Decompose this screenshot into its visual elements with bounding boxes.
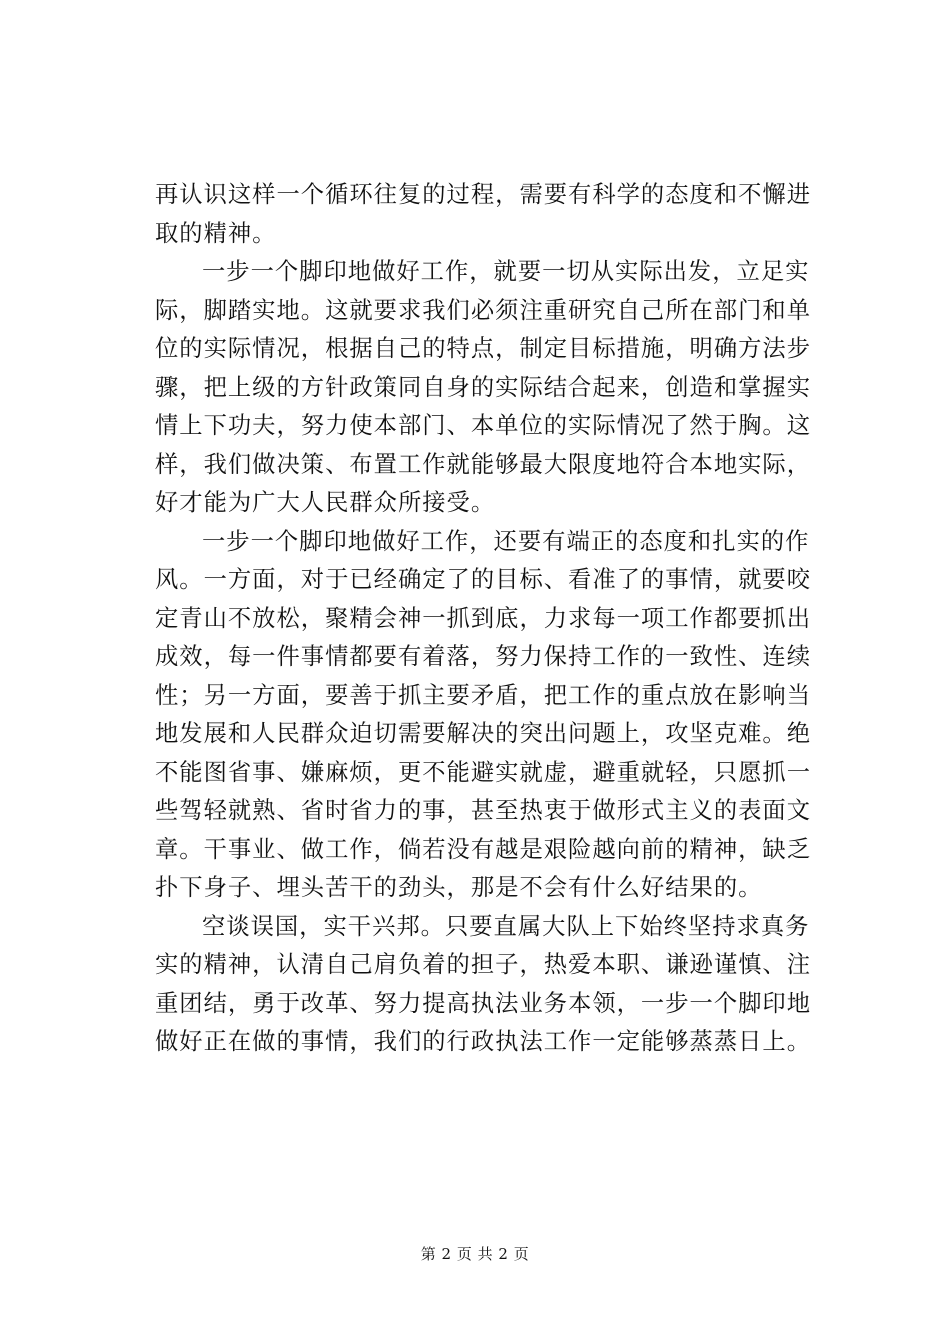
document-body: [155, 176, 812, 1062]
text-line: 取的精神。: [155, 219, 277, 247]
text-line: 重团结，勇于改革、努力提高执法业务本领，一步一个脚印地: [155, 989, 812, 1017]
paragraph-2: [155, 253, 812, 523]
text-line: 再认识这样一个循环往复的过程，需要有科学的态度和不懈进: [155, 181, 812, 208]
text-line: 情上下功夫，努力使本部门、本单位的实际情况了然于胸。这: [155, 412, 812, 439]
text-line: 地发展和人民群众迫切需要解决的突出问题上，攻坚克难。绝: [155, 720, 812, 747]
text-line: 扑下身子、埋头苦干的劲头，那是不会有什么好结果的。: [155, 874, 763, 901]
paragraph-3: [155, 523, 812, 908]
text-line: 成效，每一件事情都要有着落，努力保持工作的一致性、连续: [155, 643, 812, 670]
text-line: 际，脚踏实地。这就要求我们必须注重研究自己所在部门和单: [155, 296, 812, 324]
text-line: 做好正在做的事情，我们的行政执法工作一定能够蒸蒸日上。: [155, 1028, 812, 1055]
text-line: 样，我们做决策、布置工作就能够最大限度地符合本地实际，: [155, 450, 812, 478]
text-line: 定青山不放松，聚精会神一抓到底，力求每一项工作都要抓出: [155, 604, 812, 632]
text-line: 骤，把上级的方针政策同自身的实际结合起来，创造和掌握实: [155, 373, 812, 401]
paragraph-4: [155, 908, 812, 1062]
paragraph-1: [155, 176, 812, 253]
text-line: 性；另一方面，要善于抓主要矛盾，把工作的重点放在影响当: [155, 681, 812, 709]
text-line: 一步一个脚印地做好工作，还要有端正的态度和扎实的作: [202, 527, 810, 555]
text-line: 风。一方面，对于已经确定了的目标、看准了的事情，就要咬: [155, 566, 812, 593]
page-number-footer: 第 2 页 共 2 页: [420, 1245, 530, 1263]
text-line: 些驾轻就熟、省时省力的事，甚至热衷于做形式主义的表面文: [155, 797, 812, 824]
text-line: 好才能为广大人民群众所接受。: [155, 489, 496, 516]
text-line: 空谈误国，实干兴邦。只要直属大队上下始终坚持求真务: [202, 912, 810, 940]
text-line: 章。干事业、做工作，倘若没有越是艰险越向前的精神，缺乏: [155, 835, 812, 863]
text-line: 位的实际情况，根据自己的特点，制定目标措施，明确方法步: [155, 335, 812, 362]
text-line: 实的精神，认清自己肩负着的担子，热爱本职、谦逊谨慎、注: [155, 951, 812, 978]
text-line: 一步一个脚印地做好工作，就要一切从实际出发，立足实: [202, 258, 810, 285]
text-line: 不能图省事、嫌麻烦，更不能避实就虚，避重就轻，只愿抓一: [155, 758, 812, 786]
